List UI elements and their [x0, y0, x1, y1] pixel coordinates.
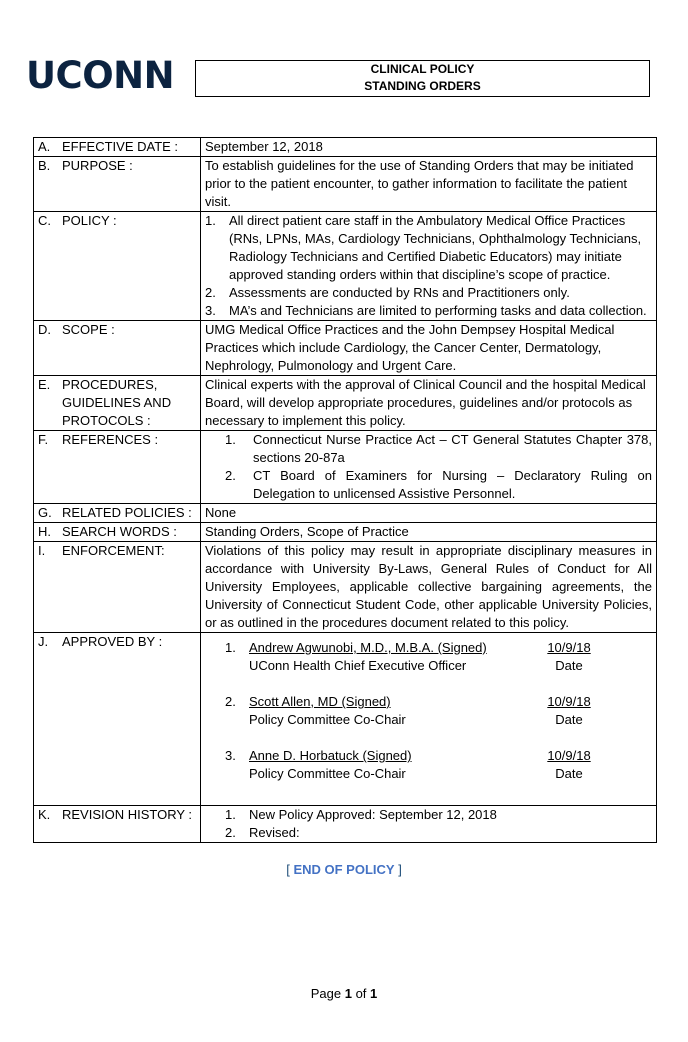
approved-by-value [201, 633, 657, 806]
item-number: 2. [225, 825, 236, 840]
policy-table [33, 137, 657, 843]
item-text: Connecticut Nurse Practice Act – CT General Statutes Chapter 378, sections 20-87a [253, 432, 652, 465]
total-pages: 1 [370, 986, 378, 1001]
revision-history-value [201, 806, 657, 843]
approval-date: 10/9/18 [547, 748, 591, 763]
list-item [225, 806, 652, 824]
item-text: Revised: [249, 825, 300, 840]
item-number: 3. [205, 303, 216, 318]
of-word: of [355, 986, 367, 1001]
approver-role: Policy Committee Co-Chair [249, 766, 406, 781]
item-number: 1. [205, 213, 216, 228]
row-related-policies [34, 504, 657, 523]
approver-signature: Scott Allen, MD (Signed) [249, 694, 391, 709]
item-number: 3. [225, 748, 236, 763]
row-letter: A. [38, 139, 51, 154]
row-label: SCOPE : [62, 322, 115, 337]
row-label: REVISION HISTORY : [62, 807, 193, 822]
references-value [201, 431, 657, 504]
approver-entry [225, 693, 652, 729]
item-text: Assessments are conducted by RNs and Practitioners only. [229, 285, 570, 300]
scope-value: UMG Medical Office Practices and the John Dempsey Hospital Medical Practices which include Cardiology, the Cancer Center, Dermatology, Nephrology, Pulmonology and Urgent Care. [201, 321, 657, 376]
approval-date: 10/9/18 [547, 640, 591, 655]
row-references [34, 431, 657, 504]
row-label: POLICY : [62, 213, 117, 228]
row-label: PROCEDURES, GUIDELINES AND PROTOCOLS : [62, 377, 172, 428]
list-item [205, 212, 652, 284]
approver-signature: Andrew Agwunobi, M.D., M.B.A. (Signed) [249, 640, 487, 655]
row-letter: D. [38, 322, 51, 337]
list-item [225, 467, 652, 503]
date-label: Date [555, 766, 583, 781]
row-approved-by [34, 633, 657, 806]
row-label: REFERENCES : [62, 432, 159, 447]
row-scope [34, 321, 657, 376]
list-item [225, 824, 652, 842]
approver-entry [225, 639, 652, 675]
row-letter: F. [38, 432, 49, 447]
uconn-logo: UCONN [26, 54, 175, 97]
item-number: 2. [225, 468, 236, 483]
date-label: Date [555, 658, 583, 673]
row-letter: H. [38, 524, 51, 539]
row-letter: C. [38, 213, 51, 228]
row-letter: J. [38, 634, 49, 649]
row-label: SEARCH WORDS : [62, 524, 177, 539]
item-text: MA’s and Technicians are limited to performing tasks and data collection. [229, 303, 647, 318]
approver-signature: Anne D. Horbatuck (Signed) [249, 748, 412, 763]
end-of-policy [0, 862, 688, 877]
item-number: 1. [225, 432, 236, 447]
bracket-close: ] [398, 862, 402, 877]
enforcement-value: Violations of this policy may result in appropriate disciplinary measures in accordance with University By-Laws, General Rules of Conduct for All University Employees, applicable collective bargaining agreements, the University of Connecticut Student Code, other applicable University Policies, or as outlined in the procedures document related to this policy. [201, 542, 657, 633]
list-item [205, 284, 652, 302]
row-search-words [34, 523, 657, 542]
approver-role: Policy Committee Co-Chair [249, 712, 406, 727]
row-label: ENFORCEMENT: [62, 543, 165, 558]
policy-value [201, 212, 657, 321]
row-label: RELATED POLICIES : [62, 505, 192, 520]
page-number [0, 986, 688, 1001]
approval-date: 10/9/18 [547, 694, 591, 709]
row-label: PURPOSE : [62, 158, 133, 173]
search-words-value: Standing Orders, Scope of Practice [201, 523, 657, 542]
list-item [205, 302, 652, 320]
item-number: 1. [225, 807, 236, 822]
policy-title-line1: CLINICAL POLICY [370, 62, 475, 76]
row-label: APPROVED BY : [62, 634, 163, 649]
effective-date-value: September 12, 2018 [201, 138, 657, 157]
policy-title-line2: STANDING ORDERS [364, 79, 481, 93]
purpose-value: To establish guidelines for the use of Standing Orders that may be initiated prior to the patient encounter, to gather information to facilitate the patient visit. [201, 157, 657, 212]
row-letter: B. [38, 158, 51, 173]
row-purpose [34, 157, 657, 212]
approver-role: UConn Health Chief Executive Officer [249, 658, 467, 673]
row-letter: I. [38, 543, 46, 558]
date-label: Date [555, 712, 583, 727]
procedures-value: Clinical experts with the approval of Clinical Council and the hospital Medical Board, will develop appropriate procedures, guidelines and/or protocols as necessary to implement this policy. [201, 376, 657, 431]
item-text: New Policy Approved: September 12, 2018 [249, 807, 497, 822]
item-text: CT Board of Examiners for Nursing – Declaratory Ruling on Delegation to unlicensed Assistive Personnel. [253, 468, 652, 501]
end-of-policy-text: END OF POLICY [293, 862, 395, 877]
related-policies-value: None [201, 504, 657, 523]
list-item [225, 431, 652, 467]
row-letter: E. [38, 377, 51, 392]
item-text: All direct patient care staff in the Ambulatory Medical Office Practices (RNs, LPNs, MAs, Cardiology Technicians, Ophthalmology Technicians, Radiology Technicians and Certified Diabetic Educators) may initiate approved standing orders within that discipline’s scope of practice. [229, 213, 642, 282]
row-letter: G. [38, 505, 52, 520]
row-letter: K. [38, 807, 51, 822]
row-label: EFFECTIVE DATE : [62, 139, 179, 154]
item-number: 1. [225, 640, 236, 655]
item-number: 2. [225, 694, 236, 709]
approver-entry [225, 747, 652, 783]
current-page: 1 [344, 986, 352, 1001]
policy-title-box [195, 60, 650, 97]
row-enforcement [34, 542, 657, 633]
bracket-open: [ [286, 862, 290, 877]
row-policy [34, 212, 657, 321]
row-procedures [34, 376, 657, 431]
row-revision-history [34, 806, 657, 843]
row-effective-date [34, 138, 657, 157]
page-word: Page [310, 986, 342, 1001]
item-number: 2. [205, 285, 216, 300]
